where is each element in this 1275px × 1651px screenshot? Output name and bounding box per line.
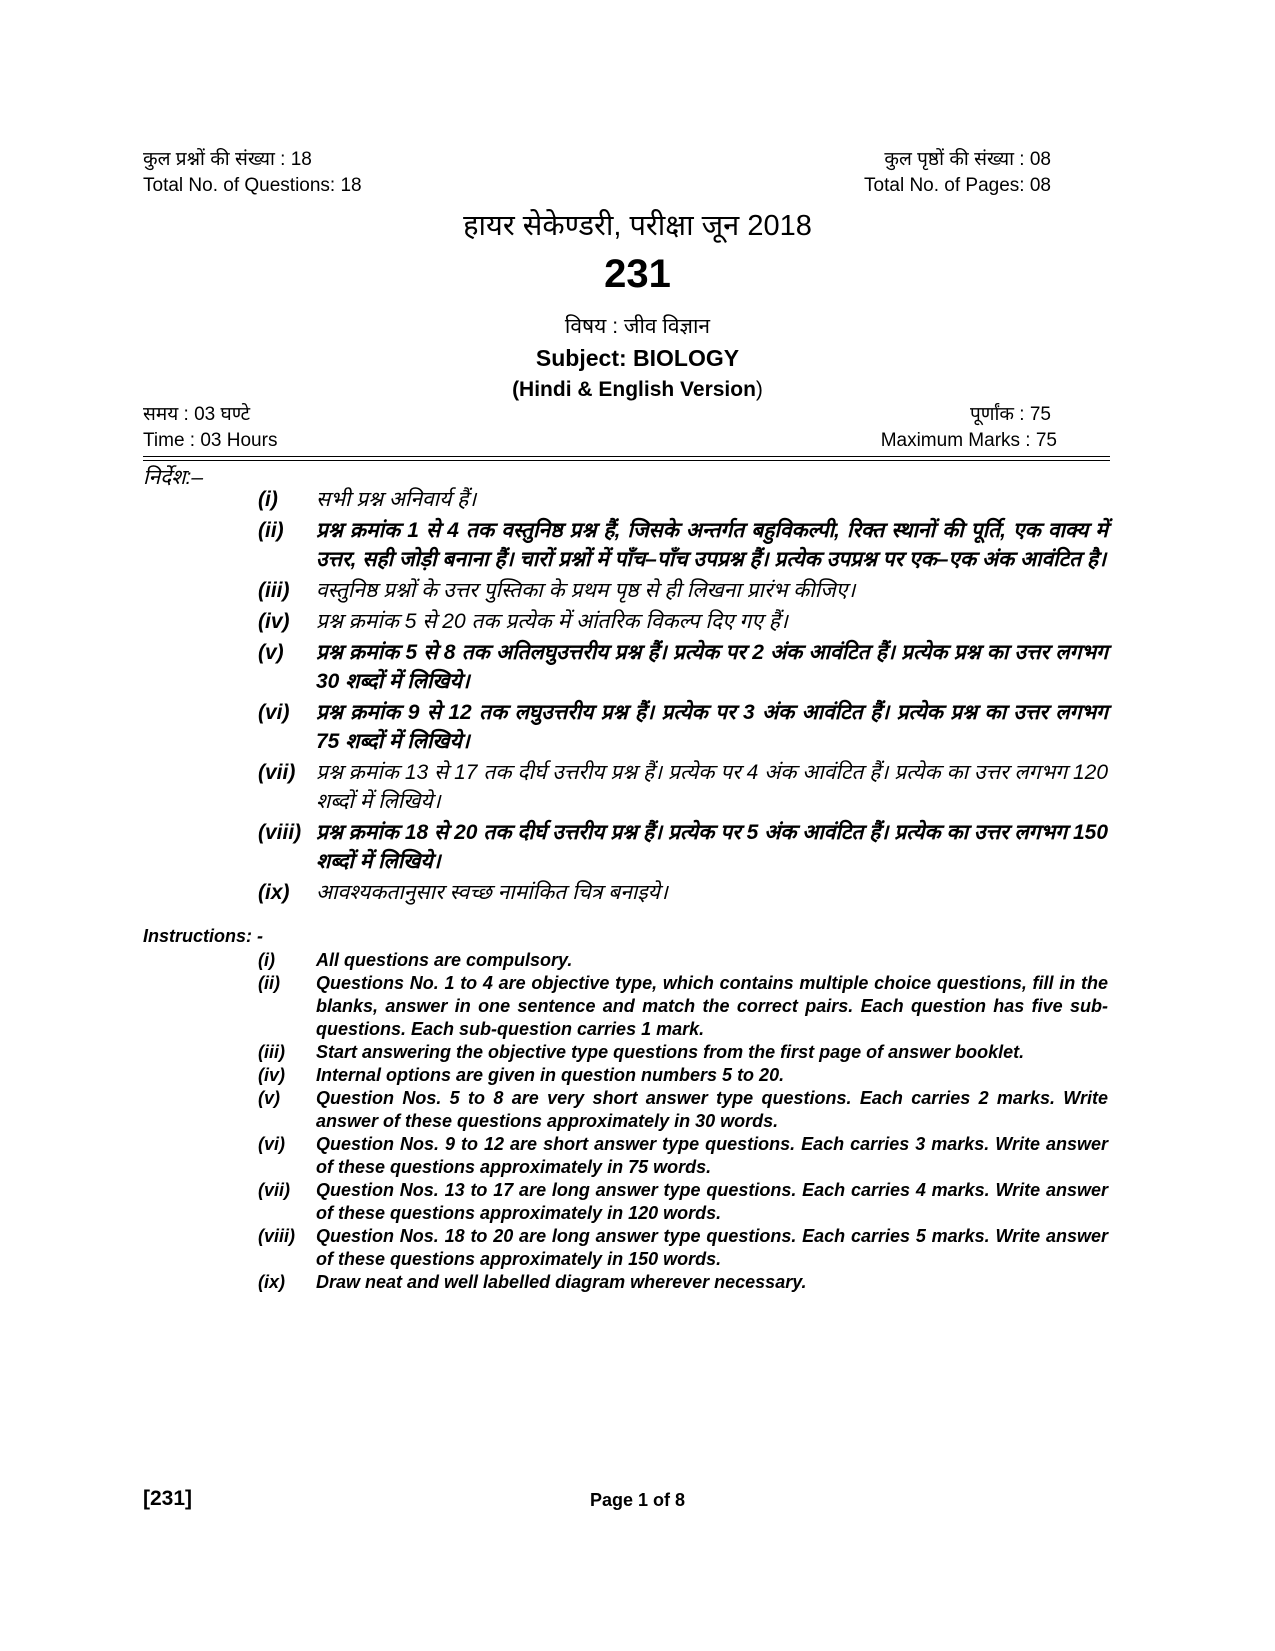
footer-paper-code: [231]	[143, 1487, 193, 1510]
item-number: (ii)	[258, 973, 280, 993]
item-number: (iii)	[258, 579, 290, 602]
marks-hindi: पूर्णांक : 75	[969, 404, 1051, 425]
hindi-instruction-item	[258, 638, 1108, 696]
exam-title-hindi: हायर सेकेण्डरी, परीक्षा जून 2018	[463, 210, 812, 242]
time-hindi: समय : 03 घण्टे	[143, 404, 251, 425]
item-text: प्रश्न क्रमांक 9 से 12 तक लघुउत्तरीय प्रश्न हैं। प्रत्येक पर 3 अंक आवंटित हैं। प्रत्येक प्रश्न का उत्तर लगभग 75 शब्दों में लिखिये।	[316, 701, 1108, 753]
item-number: (v)	[258, 641, 284, 664]
page-number: Page 1 of 8	[589, 1490, 686, 1510]
hindi-instruction-item	[258, 485, 1108, 514]
item-number: (ix)	[258, 1272, 285, 1292]
version-label	[0, 378, 1275, 402]
english-instruction-item	[258, 1064, 1108, 1087]
english-instruction-item	[258, 949, 1108, 972]
item-number: (vii)	[258, 761, 296, 784]
item-number: (vii)	[258, 1180, 291, 1200]
item-number: (iv)	[258, 610, 290, 633]
item-text: Start answering the objective type questions from the first page of answer booklet.	[316, 1042, 1025, 1062]
item-text: Question Nos. 13 to 17 are long answer type questions. Each carries 4 marks. Write answer of these questions approximately in 120 words.	[316, 1180, 1108, 1223]
hindi-instruction-item	[258, 758, 1108, 816]
item-text: Question Nos. 5 to 8 are very short answer type questions. Each carries 2 marks. Write answer of these questions approximately in 30 words.	[316, 1088, 1108, 1131]
total-pages-hindi: कुल पृष्ठों की संख्या : 08	[884, 149, 1051, 170]
item-number: (ix)	[258, 881, 290, 904]
item-text: प्रश्न क्रमांक 18 से 20 तक दीर्घ उत्तरीय प्रश्न हैं। प्रत्येक पर 5 अंक आवंटित हैं। प्रत्येक का उत्तर लगभग 150 शब्दों में लिखिये।	[316, 821, 1108, 873]
item-text: Draw neat and well labelled diagram wherever necessary.	[316, 1272, 807, 1292]
hindi-instruction-item	[258, 878, 1108, 907]
marks-english: Maximum Marks : 75	[880, 430, 1057, 451]
total-questions-english: Total No. of Questions: 18	[143, 175, 362, 196]
subject-hindi: विषय : जीव विज्ञान	[564, 315, 711, 338]
hindi-instruction-item	[258, 576, 1108, 605]
item-text: वस्तुनिष्ठ प्रश्नों के उत्तर पुस्तिका के प्रथम पृष्ठ से ही लिखना प्रारंभ कीजिए।	[316, 579, 856, 602]
hindi-instructions-list	[258, 485, 1108, 909]
paper-code: 231	[604, 252, 671, 296]
item-number: (i)	[258, 488, 278, 511]
time-english: Time : 03 Hours	[143, 430, 278, 451]
english-instruction-item	[258, 1087, 1108, 1133]
item-number: (iii)	[258, 1042, 285, 1062]
item-number: (viii)	[258, 821, 302, 844]
english-instruction-item	[258, 1225, 1108, 1271]
english-instruction-item	[258, 1179, 1108, 1225]
item-text: Questions No. 1 to 4 are objective type, which contains multiple choice questions, fill in the blanks, answer in one sentence and match the correct pairs. Each question has five sub-questions. Each sub-question carries 1 mark.	[316, 973, 1108, 1039]
item-text: प्रश्न क्रमांक 5 से 20 तक प्रत्येक में आंतरिक विकल्प दिए गए हैं।	[316, 610, 788, 633]
version-paren: )	[755, 378, 763, 401]
item-text: प्रश्न क्रमांक 1 से 4 तक वस्तुनिष्ठ प्रश्न हैं, जिसके अन्तर्गत बहुविकल्पी, रिक्त स्थानों की पूर्ति, एक वाक्य में उत्तर, सही जोड़ी बनाना हैं। चारों प्रश्नों में पाँच–पाँच उपप्रश्न हैं। प्रत्येक उपप्रश्न पर एक–एक अंक आवंटित है।	[316, 519, 1108, 571]
item-number: (viii)	[258, 1226, 296, 1246]
item-number: (i)	[258, 950, 275, 970]
item-text: आवश्यकतानुसार स्वच्छ नामांकित चित्र बनाइये।	[316, 881, 668, 904]
item-text: All questions are compulsory.	[316, 950, 573, 970]
english-instruction-item	[258, 1041, 1108, 1064]
total-questions-hindi: कुल प्रश्नों की संख्या : 18	[143, 149, 312, 170]
divider-line-top	[143, 456, 1110, 457]
item-text: Question Nos. 18 to 20 are long answer type questions. Each carries 5 marks. Write answer of these questions approximately in 150 words.	[316, 1226, 1108, 1269]
divider-line-bottom	[143, 460, 1110, 461]
hindi-instruction-item	[258, 698, 1108, 756]
english-instruction-item	[258, 972, 1108, 1041]
english-instructions-heading: Instructions: -	[143, 926, 263, 946]
english-instruction-item	[258, 1133, 1108, 1179]
item-number: (vi)	[258, 701, 290, 724]
english-instruction-item	[258, 1271, 1108, 1294]
hindi-instruction-item	[258, 607, 1108, 636]
hindi-instructions-heading: निर्देश:–	[143, 466, 204, 489]
subject-english: Subject: BIOLOGY	[535, 345, 740, 371]
hindi-instruction-item	[258, 818, 1108, 876]
hindi-instruction-item	[258, 516, 1108, 574]
item-text: Question Nos. 9 to 12 are short answer type questions. Each carries 3 marks. Write answer of these questions approximately in 75 words.	[316, 1134, 1108, 1177]
version-text: (Hindi & English Version	[512, 378, 756, 401]
item-text: प्रश्न क्रमांक 13 से 17 तक दीर्घ उत्तरीय प्रश्न हैं। प्रत्येक पर 4 अंक आवंटित हैं। प्रत्येक का उत्तर लगभग 120 शब्दों में लिखिये।	[316, 761, 1108, 813]
item-number: (iv)	[258, 1065, 285, 1085]
item-text: सभी प्रश्न अनिवार्य हैं।	[316, 488, 477, 511]
item-number: (ii)	[258, 519, 284, 542]
english-instructions-list	[258, 949, 1108, 1294]
item-text: Internal options are given in question numbers 5 to 20.	[316, 1065, 785, 1085]
total-pages-english: Total No. of Pages: 08	[864, 175, 1051, 196]
item-number: (vi)	[258, 1134, 285, 1154]
item-number: (v)	[258, 1088, 280, 1108]
item-text: प्रश्न क्रमांक 5 से 8 तक अतिलघुउत्तरीय प्रश्न हैं। प्रत्येक पर 2 अंक आवंटित हैं। प्रत्येक प्रश्न का उत्तर लगभग 30 शब्दों में लिखिये।	[316, 641, 1108, 693]
